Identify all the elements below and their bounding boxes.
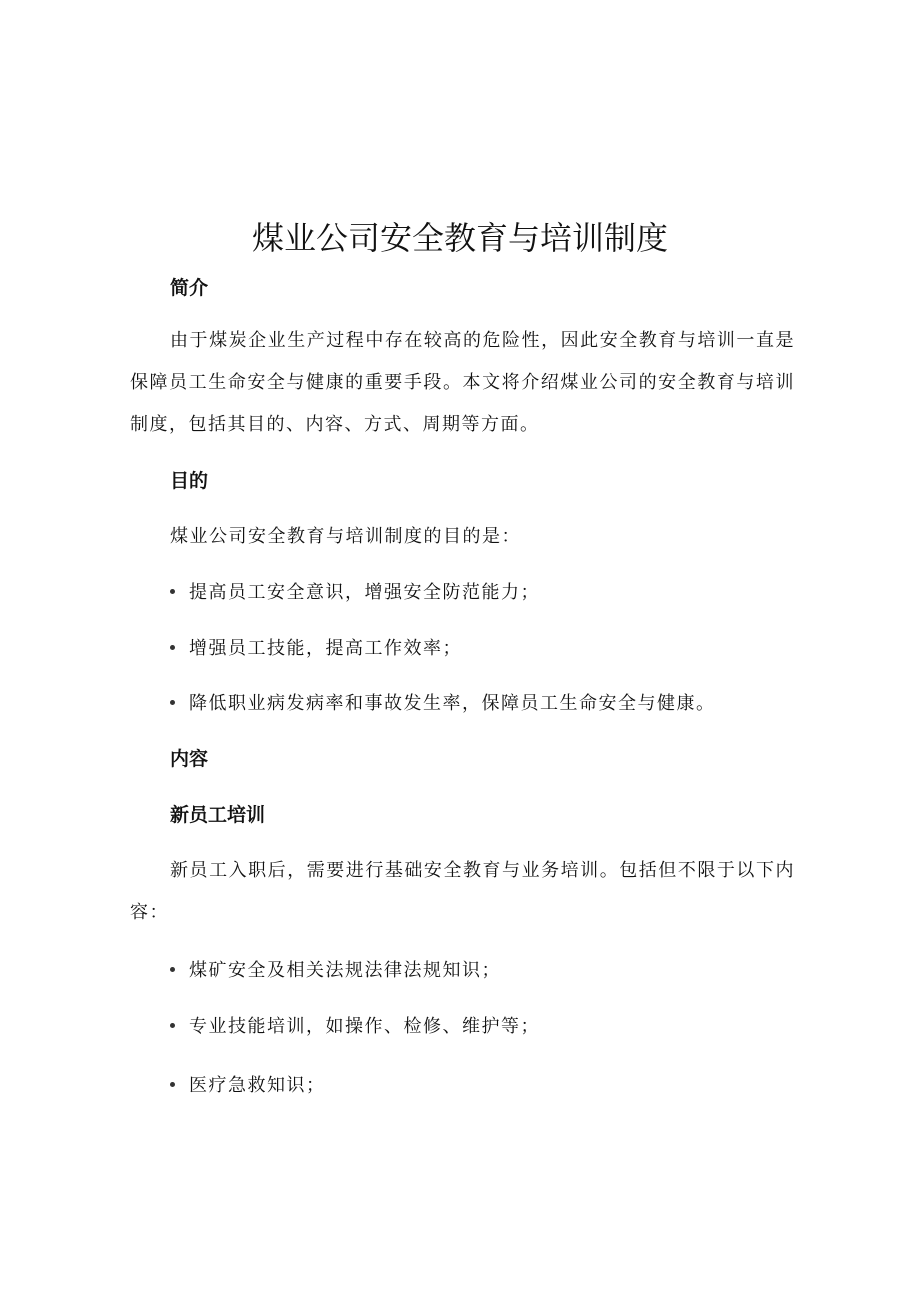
list-item-text: 医疗急救知识； <box>189 1075 326 1096</box>
list-item <box>170 1072 326 1100</box>
list-item <box>170 690 716 718</box>
new-staff-paragraph: 新员工入职后，需要进行基础安全教育与业务培训。包括但不限于以下内容： <box>130 860 795 923</box>
intro-paragraph: 由于煤炭企业生产过程中存在较高的危险性，因此安全教育与培训一直是保障员工生命安全与健康的重要手段。本文将介绍煤业公司的安全教育与培训制度，包括其目的、内容、方式、周期等方面。 <box>130 330 795 435</box>
list-item-text: 专业技能培训，如操作、检修、维护等； <box>189 1016 540 1037</box>
document-title: 煤业公司安全教育与培训制度 <box>251 219 668 257</box>
bullet-icon <box>170 967 175 972</box>
section-heading-intro: 简介 <box>170 277 209 299</box>
bullet-icon <box>170 1023 175 1028</box>
list-item-text: 降低职业病发病率和事故发生率，保障员工生命安全与健康。 <box>189 693 716 714</box>
list-item-text: 提高员工安全意识，增强安全防范能力； <box>189 582 540 603</box>
list-item-text: 煤矿安全及相关法规法律法规知识； <box>189 960 501 981</box>
list-item <box>170 635 462 663</box>
bullet-icon <box>170 700 175 705</box>
bullet-icon <box>170 589 175 594</box>
list-item-text: 增强员工技能，提高工作效率； <box>189 638 462 659</box>
list-item <box>170 1013 540 1041</box>
purpose-lead-text: 煤业公司安全教育与培训制度的目的是： <box>170 526 521 547</box>
list-item <box>170 579 540 607</box>
list-item <box>170 957 501 985</box>
bullet-icon <box>170 645 175 650</box>
bullet-icon <box>170 1082 175 1087</box>
subsection-heading-new-staff-training: 新员工培训 <box>170 804 266 826</box>
section-heading-content: 内容 <box>170 748 209 770</box>
section-heading-purpose: 目的 <box>170 470 209 492</box>
